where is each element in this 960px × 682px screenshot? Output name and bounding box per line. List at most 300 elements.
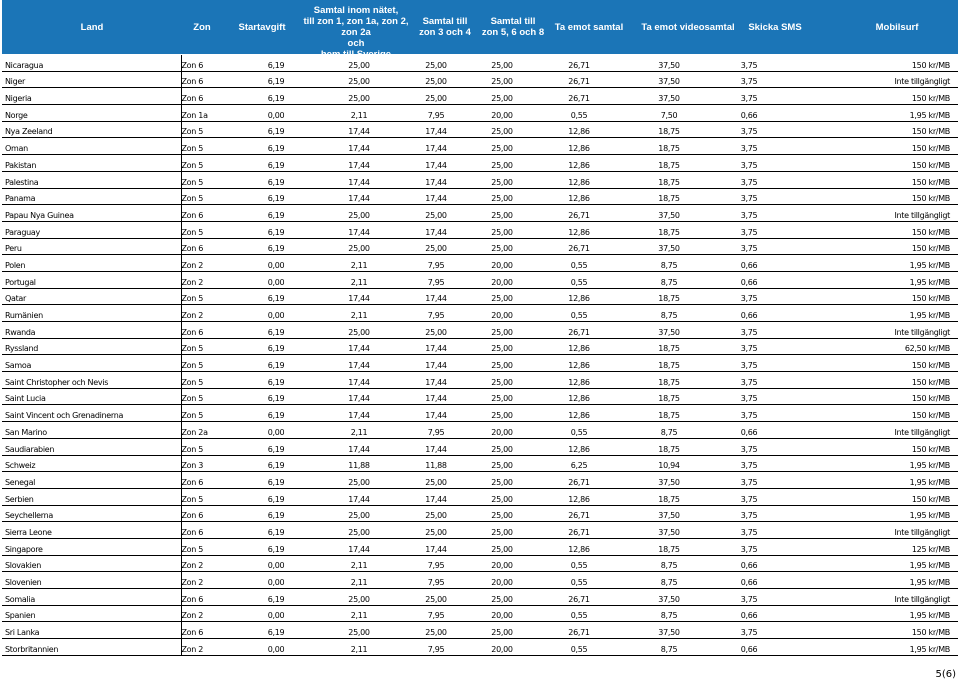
zon-5-6-8-cell: 20,00: [491, 277, 513, 287]
table-row: [2, 255, 958, 272]
inom-natet-cell: 17,44: [348, 194, 370, 204]
zon-5-6-8-cell: 25,00: [491, 177, 513, 187]
table-row: [2, 121, 958, 138]
startavgift-cell: 0,00: [267, 578, 285, 587]
sms-cell: 3,75: [740, 294, 758, 304]
table-row: [2, 388, 958, 405]
ta-emot-cell: 12,86: [568, 194, 590, 204]
zon-5-6-8-cell: 25,00: [491, 77, 513, 87]
country-cell: Palestina: [2, 171, 181, 188]
zon-5-6-8-cell: 25,00: [491, 327, 513, 337]
sms-cell: 0,66: [740, 561, 758, 571]
header-land: Land: [80, 22, 104, 33]
inom-natet-cell: 17,44: [348, 361, 370, 371]
zon-5-6-8-cell: 25,00: [491, 194, 513, 204]
ta-emot-video-cell: 18,75: [658, 361, 680, 371]
country-cell: Nigeria: [2, 88, 181, 105]
table-row: [2, 221, 958, 238]
zon-5-6-8-cell: 25,00: [491, 227, 513, 237]
ta-emot-video-cell: 8,75: [660, 260, 678, 270]
startavgift-cell: 6,19: [267, 544, 285, 554]
ta-emot-video-cell: 18,75: [658, 344, 680, 354]
sms-cell: 0,66: [740, 260, 758, 270]
zon-5-6-8-cell: 25,00: [491, 244, 513, 254]
zone-cell: Zon 5: [181, 377, 204, 387]
sms-cell: 3,75: [740, 361, 758, 371]
table-row: [2, 538, 958, 555]
ta-emot-cell: 26,71: [568, 511, 590, 521]
ta-emot-cell: 12,86: [568, 177, 590, 187]
inom-natet-cell: 17,44: [348, 227, 370, 237]
zone-cell: Zon 5: [181, 177, 204, 187]
inom-natet-cell: 17,44: [348, 177, 370, 187]
table-row: [2, 271, 958, 288]
country-cell: Sri Lanka: [2, 622, 181, 639]
zone-cell: Zon 5: [181, 144, 204, 154]
table-row: [2, 205, 958, 222]
zone-cell: Zon 6: [181, 60, 204, 70]
table-row: [2, 639, 958, 656]
zon-5-6-8-cell: 25,00: [491, 294, 513, 304]
zon-5-6-8-cell: 25,00: [491, 394, 513, 404]
inom-natet-cell: 25,00: [348, 77, 370, 87]
mobilsurf-cell: 150 kr/MB: [911, 377, 950, 387]
zon-5-6-8-cell: 20,00: [491, 611, 513, 621]
zone-cell: Zon 5: [181, 494, 204, 504]
header-zon: Zon: [193, 22, 211, 33]
zon-5-6-8-cell: 25,00: [491, 477, 513, 487]
table-row: [2, 589, 958, 606]
startavgift-cell: 6,19: [267, 461, 285, 471]
mobilsurf-cell: 1,95 kr/MB: [909, 644, 950, 654]
ta-emot-video-cell: 18,75: [658, 194, 680, 204]
inom-natet-cell: 25,00: [348, 327, 370, 337]
country-cell: Portugal: [2, 271, 181, 288]
ta-emot-cell: 26,71: [568, 60, 590, 70]
inom-natet-cell: 25,00: [348, 210, 370, 220]
sms-cell: 3,75: [740, 227, 758, 237]
mobilsurf-cell: 150 kr/MB: [911, 444, 950, 454]
zon-3-4-cell: 17,44: [425, 411, 447, 421]
mobilsurf-cell: 150 kr/MB: [911, 127, 950, 137]
ta-emot-video-cell: 37,50: [658, 477, 680, 487]
sms-cell: 3,75: [740, 394, 758, 404]
ta-emot-video-cell: 8,75: [660, 644, 678, 654]
mobilsurf-cell: Inte tillgängligt: [894, 210, 950, 220]
zon-3-4-cell: 25,00: [425, 94, 447, 104]
sms-cell: 0,66: [740, 578, 758, 587]
startavgift-cell: 6,19: [267, 160, 285, 170]
country-cell: Senegal: [2, 472, 181, 489]
startavgift-cell: 6,19: [267, 377, 285, 387]
zon-3-4-cell: 7,95: [427, 578, 445, 587]
zon-5-6-8-cell: 25,00: [491, 494, 513, 504]
country-cell: Saudiarabien: [2, 438, 181, 455]
mobilsurf-cell: 1,95 kr/MB: [909, 110, 950, 120]
country-cell: Schweiz: [2, 455, 181, 472]
table-row: [2, 488, 958, 505]
sms-cell: 3,75: [740, 461, 758, 471]
zon-3-4-cell: 17,44: [425, 444, 447, 454]
zon-3-4-cell: 7,95: [427, 644, 445, 654]
table-row: [2, 605, 958, 622]
sms-cell: 3,75: [740, 444, 758, 454]
sms-cell: 3,75: [740, 377, 758, 387]
zone-cell: Zon 1a: [181, 110, 208, 120]
ta-emot-cell: 26,71: [568, 327, 590, 337]
mobilsurf-cell: 150 kr/MB: [911, 60, 950, 70]
page-number: 5(6): [935, 669, 956, 680]
inom-natet-cell: 17,44: [348, 144, 370, 154]
zone-cell: Zon 5: [181, 194, 204, 204]
zon-5-6-8-cell: 25,00: [491, 60, 513, 70]
ta-emot-video-cell: 18,75: [658, 394, 680, 404]
startavgift-cell: 0,00: [267, 561, 285, 571]
mobilsurf-cell: Inte tillgängligt: [894, 327, 950, 337]
sms-cell: 3,75: [740, 194, 758, 204]
ta-emot-cell: 0,55: [570, 561, 588, 571]
startavgift-cell: 6,19: [267, 144, 285, 154]
ta-emot-cell: 26,71: [568, 594, 590, 604]
zon-3-4-cell: 7,95: [427, 561, 445, 571]
table-row: [2, 305, 958, 322]
startavgift-cell: 6,19: [267, 594, 285, 604]
country-cell: Somalia: [2, 589, 181, 606]
country-cell: Singapore: [2, 538, 181, 555]
sms-cell: 3,75: [740, 594, 758, 604]
ta-emot-video-cell: 18,75: [658, 294, 680, 304]
mobilsurf-cell: 150 kr/MB: [911, 160, 950, 170]
startavgift-cell: 0,00: [267, 644, 285, 654]
zone-cell: Zon 2: [181, 561, 204, 571]
mobilsurf-cell: 150 kr/MB: [911, 628, 950, 638]
ta-emot-video-cell: 10,94: [658, 461, 680, 471]
ta-emot-cell: 12,86: [568, 361, 590, 371]
header-sms: Skicka SMS: [748, 22, 802, 33]
country-cell: Ryssland: [2, 338, 181, 355]
mobilsurf-cell: 1,95 kr/MB: [909, 477, 950, 487]
ta-emot-video-cell: 7,50: [660, 110, 678, 120]
zon-5-6-8-cell: 25,00: [491, 361, 513, 371]
startavgift-cell: 6,19: [267, 511, 285, 521]
table-row: [2, 288, 958, 305]
mobilsurf-cell: Inte tillgängligt: [894, 77, 950, 87]
zon-3-4-cell: 25,00: [425, 511, 447, 521]
inom-natet-cell: 25,00: [348, 244, 370, 254]
inom-natet-cell: 17,44: [348, 494, 370, 504]
zone-cell: Zon 6: [181, 77, 204, 87]
zon-3-4-cell: 17,44: [425, 294, 447, 304]
ta-emot-video-cell: 18,75: [658, 494, 680, 504]
sms-cell: 3,75: [740, 177, 758, 187]
startavgift-cell: 0,00: [267, 311, 285, 320]
inom-natet-cell: 25,00: [348, 94, 370, 104]
zon-5-6-8-cell: 25,00: [491, 511, 513, 521]
startavgift-cell: 6,19: [267, 361, 285, 371]
ta-emot-cell: 0,55: [570, 611, 588, 621]
zon-5-6-8-cell: 25,00: [491, 461, 513, 471]
mobilsurf-cell: 1,95 kr/MB: [909, 611, 950, 621]
mobilsurf-cell: 150 kr/MB: [911, 361, 950, 371]
ta-emot-cell: 12,86: [568, 227, 590, 237]
ta-emot-video-cell: 37,50: [658, 94, 680, 104]
mobilsurf-cell: 150 kr/MB: [911, 177, 950, 187]
country-cell: Norge: [2, 105, 181, 122]
zon-3-4-cell: 25,00: [425, 527, 447, 537]
country-cell: Saint Vincent och Grenadinerna: [2, 405, 181, 422]
startavgift-cell: 6,19: [267, 194, 285, 204]
startavgift-cell: 6,19: [267, 127, 285, 137]
ta-emot-video-cell: 18,75: [658, 544, 680, 554]
zone-cell: Zon 3: [181, 461, 204, 471]
startavgift-cell: 6,19: [267, 628, 285, 638]
zon-5-6-8-cell: 20,00: [491, 110, 513, 120]
country-cell: Saint Lucia: [2, 388, 181, 405]
ta-emot-cell: 0,55: [570, 260, 588, 270]
ta-emot-cell: 12,86: [568, 160, 590, 170]
country-cell: Serbien: [2, 488, 181, 505]
inom-natet-cell: 25,00: [348, 511, 370, 521]
sms-cell: 3,75: [740, 144, 758, 154]
ta-emot-video-cell: 8,75: [660, 427, 678, 437]
mobilsurf-cell: 1,95 kr/MB: [909, 461, 950, 471]
zone-cell: Zon 6: [181, 594, 204, 604]
table-header: [2, 0, 958, 60]
country-cell: Polen: [2, 255, 181, 272]
zon-5-6-8-cell: 25,00: [491, 527, 513, 537]
ta-emot-cell: 12,86: [568, 127, 590, 137]
zon-3-4-cell: 17,44: [425, 361, 447, 371]
country-cell: Peru: [2, 238, 181, 255]
table-row: [2, 355, 958, 372]
inom-natet-cell: 17,44: [348, 160, 370, 170]
startavgift-cell: 6,19: [267, 227, 285, 237]
sms-cell: 3,75: [740, 60, 758, 70]
startavgift-cell: 0,00: [267, 110, 285, 120]
ta-emot-video-cell: 37,50: [658, 210, 680, 220]
country-cell: Oman: [2, 138, 181, 155]
ta-emot-cell: 12,86: [568, 444, 590, 454]
zone-cell: Zon 5: [181, 361, 204, 371]
country-cell: Nya Zeeland: [2, 121, 181, 138]
sms-cell: 3,75: [740, 127, 758, 137]
inom-natet-cell: 17,44: [348, 127, 370, 137]
ta-emot-video-cell: 37,50: [658, 527, 680, 537]
ta-emot-cell: 0,55: [570, 110, 588, 120]
zon-5-6-8-cell: 20,00: [491, 260, 513, 270]
ta-emot-video-cell: 37,50: [658, 77, 680, 87]
header-ta-emot-video: Ta emot videosamtal: [641, 22, 735, 33]
inom-natet-cell: 17,44: [348, 444, 370, 454]
ta-emot-cell: 0,55: [570, 427, 588, 437]
sms-cell: 3,75: [740, 344, 758, 354]
ta-emot-video-cell: 18,75: [658, 227, 680, 237]
table-row: [2, 322, 958, 339]
startavgift-cell: 0,00: [267, 260, 285, 270]
inom-natet-cell: 25,00: [348, 60, 370, 70]
sms-cell: 3,75: [740, 527, 758, 537]
zon-3-4-cell: 25,00: [425, 628, 447, 638]
country-cell: Panama: [2, 188, 181, 205]
ta-emot-video-cell: 18,75: [658, 160, 680, 170]
table-row: [2, 622, 958, 639]
mobilsurf-cell: 150 kr/MB: [911, 494, 950, 504]
sms-cell: 3,75: [740, 544, 758, 554]
inom-natet-cell: 2,11: [350, 578, 368, 587]
header-zon-3-4: Samtal till zon 3 och 4: [419, 16, 471, 38]
ta-emot-video-cell: 18,75: [658, 377, 680, 387]
ta-emot-video-cell: 18,75: [658, 177, 680, 187]
table-row: [2, 522, 958, 539]
country-cell: Samoa: [2, 355, 181, 372]
ta-emot-cell: 26,71: [568, 628, 590, 638]
table-row: [2, 171, 958, 188]
startavgift-cell: 0,00: [267, 427, 285, 437]
ta-emot-cell: 0,55: [570, 578, 588, 587]
zone-cell: Zon 5: [181, 160, 204, 170]
inom-natet-cell: 25,00: [348, 594, 370, 604]
sms-cell: 3,75: [740, 160, 758, 170]
zone-cell: Zon 6: [181, 628, 204, 638]
zon-5-6-8-cell: 25,00: [491, 377, 513, 387]
ta-emot-cell: 0,55: [570, 644, 588, 654]
zon-3-4-cell: 17,44: [425, 494, 447, 504]
startavgift-cell: 6,19: [267, 411, 285, 421]
mobilsurf-cell: 150 kr/MB: [911, 194, 950, 204]
zone-cell: Zon 5: [181, 411, 204, 421]
zon-3-4-cell: 7,95: [427, 611, 445, 621]
zon-3-4-cell: 17,44: [425, 227, 447, 237]
ta-emot-cell: 0,55: [570, 311, 588, 320]
ta-emot-cell: 12,86: [568, 411, 590, 421]
country-cell: Paraguay: [2, 221, 181, 238]
ta-emot-video-cell: 8,75: [660, 277, 678, 287]
zon-5-6-8-cell: 25,00: [491, 94, 513, 104]
ta-emot-cell: 26,71: [568, 77, 590, 87]
zon-3-4-cell: 17,44: [425, 377, 447, 387]
mobilsurf-cell: 125 kr/MB: [911, 544, 950, 554]
sms-cell: 3,75: [740, 77, 758, 87]
zon-3-4-cell: 7,95: [427, 260, 445, 270]
zone-cell: Zon 5: [181, 544, 204, 554]
country-cell: Slovakien: [2, 555, 181, 572]
zon-3-4-cell: 17,44: [425, 160, 447, 170]
header-startavgift: Startavgift: [238, 22, 286, 33]
ta-emot-cell: 12,86: [568, 394, 590, 404]
mobilsurf-cell: 1,95 kr/MB: [909, 311, 950, 320]
header-mobilsurf: Mobilsurf: [875, 22, 919, 33]
ta-emot-video-cell: 37,50: [658, 511, 680, 521]
inom-natet-cell: 2,11: [350, 561, 368, 571]
zon-3-4-cell: 17,44: [425, 127, 447, 137]
zon-5-6-8-cell: 25,00: [491, 411, 513, 421]
ta-emot-video-cell: 37,50: [658, 594, 680, 604]
zone-cell: Zon 2a: [181, 427, 208, 437]
zone-cell: Zon 5: [181, 444, 204, 454]
ta-emot-cell: 26,71: [568, 477, 590, 487]
zon-3-4-cell: 17,44: [425, 177, 447, 187]
table-row: [2, 138, 958, 155]
zone-cell: Zon 6: [181, 94, 204, 104]
sms-cell: 3,75: [740, 411, 758, 421]
sms-cell: 0,66: [740, 644, 758, 654]
ta-emot-cell: 12,86: [568, 377, 590, 387]
country-cell: Slovenien: [2, 572, 181, 589]
inom-natet-cell: 2,11: [350, 311, 368, 320]
inom-natet-cell: 2,11: [350, 260, 368, 270]
header-inom-natet: Samtal inom nätet, till zon 1, zon 1a, zon 2, zon 2a och hem till Sverige: [303, 5, 409, 60]
ta-emot-video-cell: 8,75: [660, 561, 678, 571]
zon-3-4-cell: 25,00: [425, 594, 447, 604]
sms-cell: 0,66: [740, 611, 758, 621]
sms-cell: 0,66: [740, 311, 758, 320]
table-row: [2, 88, 958, 105]
startavgift-cell: 6,19: [267, 177, 285, 187]
zon-3-4-cell: 25,00: [425, 477, 447, 487]
country-cell: Nicaragua: [2, 55, 181, 71]
table-row: [2, 55, 958, 71]
inom-natet-cell: 2,11: [350, 277, 368, 287]
inom-natet-cell: 25,00: [348, 477, 370, 487]
zon-3-4-cell: 17,44: [425, 544, 447, 554]
mobilsurf-cell: 150 kr/MB: [911, 144, 950, 154]
inom-natet-cell: 17,44: [348, 544, 370, 554]
table-row: [2, 338, 958, 355]
mobilsurf-cell: 150 kr/MB: [911, 227, 950, 237]
zon-5-6-8-cell: 25,00: [491, 544, 513, 554]
ta-emot-video-cell: 18,75: [658, 444, 680, 454]
zone-cell: Zon 6: [181, 210, 204, 220]
zone-cell: Zon 5: [181, 127, 204, 137]
ta-emot-video-cell: 37,50: [658, 628, 680, 638]
mobilsurf-cell: 150 kr/MB: [911, 244, 950, 254]
sms-cell: 3,75: [740, 327, 758, 337]
zon-3-4-cell: 17,44: [425, 194, 447, 204]
country-cell: Papau Nya Guinea: [2, 205, 181, 222]
zon-3-4-cell: 25,00: [425, 210, 447, 220]
rate-table: [2, 55, 958, 656]
ta-emot-video-cell: 8,75: [660, 578, 678, 587]
mobilsurf-cell: 1,95 kr/MB: [909, 578, 950, 587]
ta-emot-cell: 26,71: [568, 210, 590, 220]
zon-5-6-8-cell: 25,00: [491, 594, 513, 604]
ta-emot-cell: 12,86: [568, 494, 590, 504]
ta-emot-video-cell: 18,75: [658, 127, 680, 137]
table-row: [2, 155, 958, 172]
mobilsurf-cell: Inte tillgängligt: [894, 594, 950, 604]
zone-cell: Zon 2: [181, 644, 204, 654]
zon-3-4-cell: 25,00: [425, 327, 447, 337]
mobilsurf-cell: 150 kr/MB: [911, 411, 950, 421]
country-cell: Niger: [2, 71, 181, 88]
ta-emot-video-cell: 18,75: [658, 411, 680, 421]
zon-3-4-cell: 17,44: [425, 394, 447, 404]
zone-cell: Zon 2: [181, 277, 204, 287]
startavgift-cell: 6,19: [267, 210, 285, 220]
ta-emot-cell: 6,25: [570, 461, 588, 471]
zon-5-6-8-cell: 25,00: [491, 210, 513, 220]
mobilsurf-cell: 1,95 kr/MB: [909, 277, 950, 287]
zon-5-6-8-cell: 20,00: [491, 311, 513, 320]
ta-emot-cell: 12,86: [568, 144, 590, 154]
sms-cell: 3,75: [740, 210, 758, 220]
startavgift-cell: 6,19: [267, 444, 285, 454]
startavgift-cell: 0,00: [267, 611, 285, 621]
zon-5-6-8-cell: 20,00: [491, 578, 513, 587]
startavgift-cell: 6,19: [267, 494, 285, 504]
zone-cell: Zon 6: [181, 511, 204, 521]
sms-cell: 3,75: [740, 94, 758, 104]
